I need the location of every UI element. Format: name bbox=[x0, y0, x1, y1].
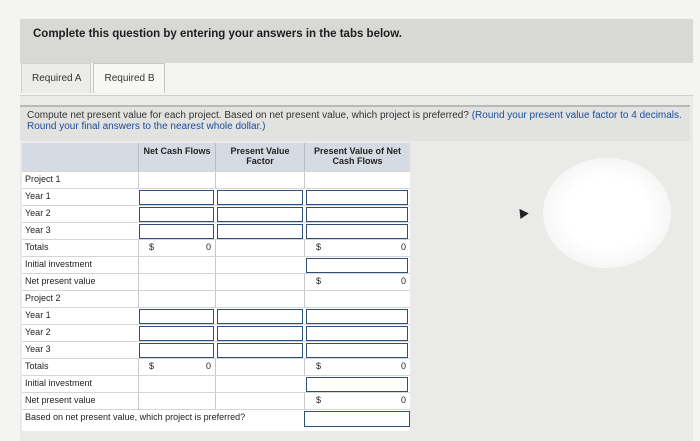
npv-table bbox=[22, 143, 410, 431]
table-row bbox=[22, 273, 410, 290]
pv-cash-flow-input[interactable] bbox=[306, 326, 408, 341]
row-label: Year 1 bbox=[25, 310, 51, 320]
total-net-cash-flows: 0 bbox=[205, 242, 211, 252]
table-row bbox=[22, 222, 410, 239]
row-label: Year 1 bbox=[25, 191, 51, 201]
pv-factor-input[interactable] bbox=[217, 343, 303, 358]
pv-factor-input[interactable] bbox=[217, 207, 303, 222]
row-label: Year 3 bbox=[25, 344, 51, 354]
row-label: Year 2 bbox=[25, 327, 51, 337]
tab-required-b[interactable] bbox=[93, 63, 164, 93]
pv-factor-input[interactable] bbox=[217, 190, 303, 205]
pv-factor-input[interactable] bbox=[217, 309, 303, 324]
row-label: Net present value bbox=[25, 395, 96, 405]
col-pv-factor: Present Value Factor bbox=[215, 143, 304, 171]
net-cash-flow-input[interactable] bbox=[139, 224, 214, 239]
row-label: Year 3 bbox=[25, 225, 51, 235]
table-header bbox=[22, 143, 410, 171]
total-pv: 0 bbox=[400, 242, 406, 252]
net-cash-flow-input[interactable] bbox=[139, 326, 214, 341]
table-row bbox=[22, 341, 410, 358]
question-title: Complete this question by entering your answers in the tabs below. bbox=[33, 28, 402, 40]
total-net-cash-flows: 0 bbox=[205, 361, 211, 371]
instructions-note: (Round your present value factor to 4 decimals. Round your final answers to the nearest whole dollar.) bbox=[27, 110, 682, 132]
row-label: Project 2 bbox=[25, 293, 61, 303]
pv-cash-flow-input[interactable] bbox=[306, 224, 408, 239]
pv-cash-flow-input[interactable] bbox=[306, 309, 408, 324]
row-label: Totals bbox=[25, 242, 49, 252]
question-header bbox=[20, 19, 693, 63]
table-row bbox=[22, 256, 410, 273]
net-cash-flow-input[interactable] bbox=[139, 190, 214, 205]
table-row bbox=[22, 375, 410, 392]
dollar-sign: $ bbox=[316, 242, 322, 252]
net-cash-flow-input[interactable] bbox=[139, 309, 214, 324]
empty-cell bbox=[304, 291, 410, 307]
total-pv: 0 bbox=[400, 361, 406, 371]
pv-cash-flow-input[interactable] bbox=[306, 207, 408, 222]
table-row bbox=[22, 324, 410, 341]
initial-investment-input[interactable] bbox=[306, 258, 408, 273]
table-row bbox=[22, 205, 410, 222]
empty-cell bbox=[138, 257, 215, 273]
tab-label: Required B bbox=[104, 73, 155, 84]
row-label: Initial investment bbox=[25, 378, 93, 388]
empty-cell bbox=[138, 376, 215, 392]
empty-cell bbox=[215, 172, 304, 188]
table-row bbox=[22, 290, 410, 307]
dollar-sign: $ bbox=[316, 361, 322, 371]
empty-cell bbox=[138, 274, 215, 290]
empty-cell bbox=[304, 172, 410, 188]
tab-label: Required A bbox=[32, 73, 82, 84]
instructions bbox=[20, 105, 690, 141]
requirement-tabs bbox=[21, 63, 167, 95]
col-net-cash-flows: Net Cash Flows bbox=[138, 143, 215, 171]
row-label: Year 2 bbox=[25, 208, 51, 218]
row-label: Totals bbox=[25, 361, 49, 371]
instructions-main: Compute net present value for each project. Based on net present value, which project is preferred? bbox=[27, 110, 472, 121]
header-blank bbox=[22, 143, 138, 171]
net-present-value: 0 bbox=[400, 395, 406, 405]
dollar-sign: $ bbox=[149, 242, 155, 252]
dollar-sign: $ bbox=[316, 276, 322, 286]
row-label: Project 1 bbox=[25, 174, 61, 184]
empty-cell bbox=[215, 393, 304, 409]
table-row bbox=[22, 409, 410, 429]
empty-cell bbox=[138, 172, 215, 188]
empty-cell bbox=[215, 274, 304, 290]
pv-cash-flow-input[interactable] bbox=[306, 190, 408, 205]
total-cell bbox=[215, 359, 304, 375]
empty-cell bbox=[138, 393, 215, 409]
table-row bbox=[22, 392, 410, 409]
col-pv-net-cash-flows: Present Value of Net Cash Flows bbox=[304, 143, 410, 171]
empty-cell bbox=[215, 257, 304, 273]
dollar-sign: $ bbox=[316, 395, 322, 405]
table-row bbox=[22, 358, 410, 375]
net-present-value: 0 bbox=[400, 276, 406, 286]
table-row bbox=[22, 171, 410, 188]
preferred-project-input[interactable] bbox=[304, 411, 410, 427]
pv-factor-input[interactable] bbox=[217, 326, 303, 341]
tab-required-a[interactable] bbox=[21, 63, 91, 93]
empty-cell bbox=[138, 291, 215, 307]
empty-cell bbox=[215, 291, 304, 307]
empty-cell bbox=[215, 376, 304, 392]
table-row bbox=[22, 188, 410, 205]
initial-investment-input[interactable] bbox=[306, 377, 408, 392]
total-cell bbox=[215, 240, 304, 256]
row-label: Based on net present value, which project is preferred? bbox=[25, 412, 246, 422]
row-label: Initial investment bbox=[25, 259, 93, 269]
table-row bbox=[22, 239, 410, 256]
net-cash-flow-input[interactable] bbox=[139, 343, 214, 358]
dollar-sign: $ bbox=[149, 361, 155, 371]
pv-factor-input[interactable] bbox=[217, 224, 303, 239]
pv-cash-flow-input[interactable] bbox=[306, 343, 408, 358]
screen-glare bbox=[543, 158, 671, 268]
net-cash-flow-input[interactable] bbox=[139, 207, 214, 222]
table-row bbox=[22, 307, 410, 324]
row-label: Net present value bbox=[25, 276, 96, 286]
